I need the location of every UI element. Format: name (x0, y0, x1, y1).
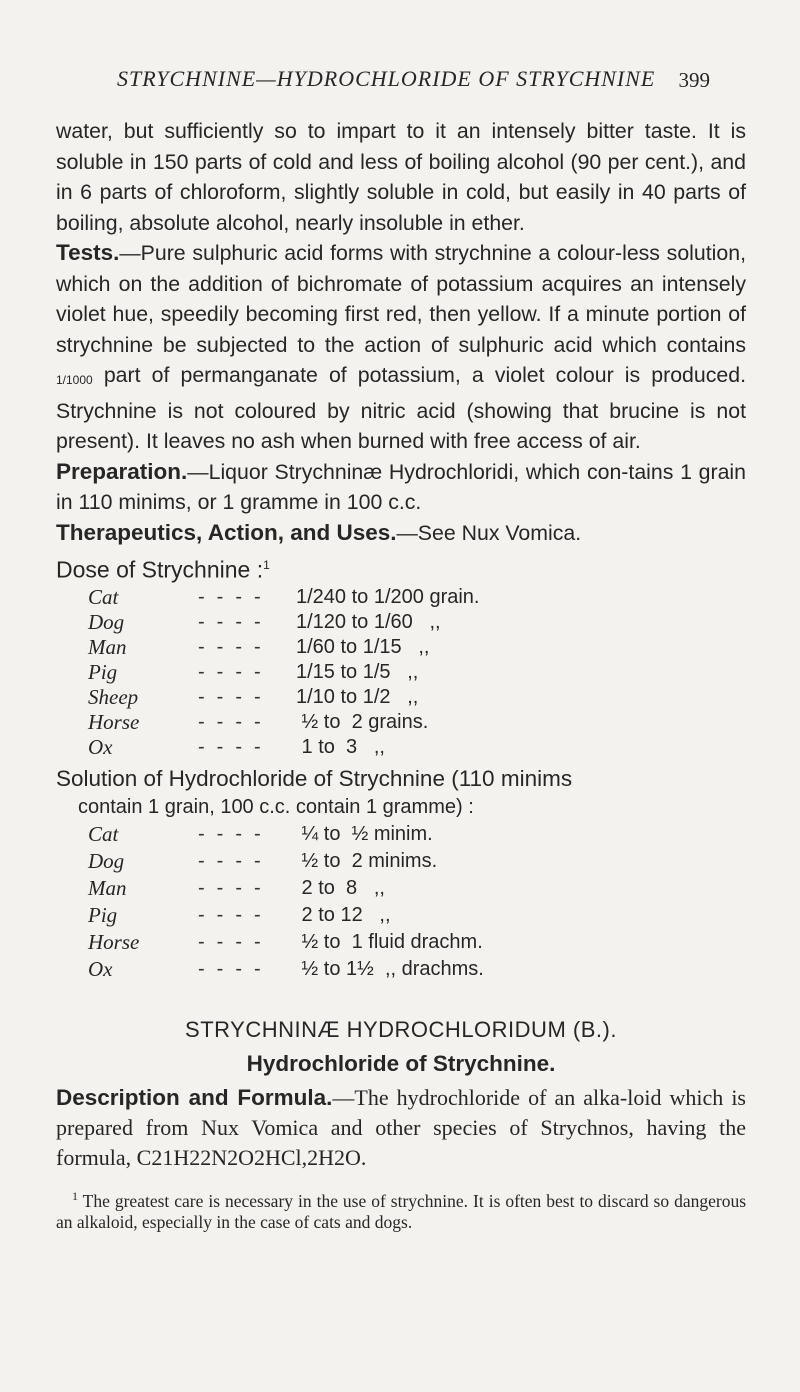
tests-heading: Tests. (56, 240, 120, 265)
animal-name: Man (88, 875, 127, 900)
animal-name: Ox (88, 956, 113, 981)
dose-row (88, 710, 608, 735)
animal-name: Dog (88, 848, 125, 873)
leader-dashes: ---- (198, 849, 273, 872)
leader-dashes: ---- (198, 685, 273, 708)
dose-value: 1/15 to 1/5 ,, (296, 660, 419, 683)
leader-dashes: ---- (198, 585, 273, 608)
description-heading: Description and Formula. (56, 1084, 333, 1110)
dose-footnote-mark: 1 (263, 558, 270, 572)
dose-title (56, 550, 746, 585)
animal-name: Cat (88, 584, 119, 609)
preparation-paragraph (56, 457, 746, 518)
leader-dashes: ---- (198, 660, 273, 683)
leader-dashes: ---- (198, 710, 273, 733)
animal-name: Horse (88, 709, 140, 734)
dose-value: 1/60 to 1/15 ,, (296, 635, 430, 658)
dose-value: 2 to 8 ,, (296, 876, 385, 899)
dose-row (88, 610, 608, 635)
preparation-heading: Preparation. (56, 458, 188, 484)
dose-row (88, 660, 608, 685)
dose-row (88, 929, 608, 956)
dose-row (88, 635, 608, 660)
therapeutics-heading: Therapeutics, Action, and Uses. (56, 519, 397, 545)
section-subheading: Hydrochloride of Strychnine. (246, 1050, 556, 1076)
leader-dashes: ---- (198, 635, 273, 658)
dose-value: 1/10 to 1/2 ,, (296, 685, 419, 708)
running-title: STRYCHNINE—HYDROCHLORIDE OF STRYCHNINE (117, 66, 656, 91)
dose-row (88, 875, 608, 902)
leader-dashes: ---- (198, 822, 273, 845)
footnote-text: The greatest care is necessary in the use of strychnine. It is often best to discard so dangerous an alkaloid, especially in the case of cats and dogs. (56, 1190, 747, 1233)
dose-value: ½ to 2 minims. (296, 849, 438, 872)
description-paragraph (56, 1083, 746, 1173)
dose-table (88, 585, 608, 760)
therapeutics-paragraph (56, 518, 746, 549)
tests-paragraph (56, 238, 746, 457)
leader-dashes: ---- (198, 876, 273, 899)
preparation-text: —Liquor Strychninæ Hydrochloridi, which con-tains 1 grain in 110 minims, or 1 gramme in 100 c.c. (56, 459, 746, 514)
dose-row (88, 735, 608, 760)
page-body (56, 116, 746, 1233)
dose-value: ½ to 1½ ,, drachms. (296, 957, 484, 980)
dose-value: ½ to 2 grains. (296, 710, 429, 733)
leader-dashes: ---- (198, 903, 273, 926)
therapeutics-text: —See Nux Vomica. (396, 520, 582, 545)
solution-title: Solution of Hydrochloride of Strychnine (110 minims (56, 765, 573, 791)
dose-value: 1/120 to 1/60 ,, (296, 610, 441, 633)
intro-paragraph: water, but sufficiently so to impart to it an intensely bitter taste. It is soluble in 150 parts of cold and less of boiling alcohol (90 per cent.), and in 6 parts of chloroform, slightly soluble in cold, but easily in 40 parts of boiling, absolute alcohol, nearly insoluble in ether. (56, 119, 746, 235)
dose-value: ¼ to ½ minim. (296, 822, 433, 845)
tests-text-a: —Pure sulphuric acid forms with strychnine a colour-less solution, which on the addition of bichromate of potassium acquires an intensely violet hue, speedily becoming first red, then yellow. If a minute portion of strychnine be subjected to the action of sulphuric acid which contains (56, 241, 746, 357)
solution-subtitle: contain 1 grain, 100 c.c. contain 1 gramme) : (78, 795, 474, 818)
animal-name: Pig (88, 902, 118, 927)
dose-row (88, 956, 608, 983)
dose-row (88, 848, 608, 875)
dose-row (88, 585, 608, 610)
animal-name: Horse (88, 929, 140, 954)
leader-dashes: ---- (198, 957, 273, 980)
animal-name: Cat (88, 821, 119, 846)
leader-dashes: ---- (198, 930, 273, 953)
tests-text-b: part of permanganate of potassium, a violet colour is produced. Strychnine is not coloured by nitric acid (showing that brucine is not present). It leaves no ash when burned with free access of air. (56, 363, 746, 453)
section-heading: STRYCHNINÆ HYDROCHLORIDUM (B.). (185, 1016, 617, 1042)
dose-value: 1/240 to 1/200 grain. (296, 585, 480, 608)
page-number: 399 (678, 68, 710, 92)
animal-name: Man (88, 634, 127, 659)
footnote (56, 1185, 746, 1234)
running-header (117, 66, 710, 92)
dose-row (88, 821, 608, 848)
dose-title-text: Dose of Strychnine : (56, 556, 264, 583)
leader-dashes: ---- (198, 610, 273, 633)
dose-value: ½ to 1 fluid drachm. (296, 930, 483, 953)
animal-name: Ox (88, 734, 113, 759)
description-text: —The hydrochloride of an alka-loid which is prepared from Nux Vomica and other species of Strychnos, having the formula, C21H22N2O2HCl,2H2O. (56, 1084, 746, 1170)
animal-name: Pig (88, 659, 118, 684)
solution-dose-table (88, 821, 608, 983)
dose-value: 1 to 3 ,, (296, 735, 385, 758)
footnote-mark: 1 (72, 1188, 78, 1203)
permanganate-fraction: 1/1000 (56, 373, 93, 387)
animal-name: Dog (88, 609, 125, 634)
animal-name: Sheep (88, 684, 139, 709)
dose-row (88, 902, 608, 929)
dose-row (88, 685, 608, 710)
dose-value: 2 to 12 ,, (296, 903, 391, 926)
leader-dashes: ---- (198, 735, 273, 758)
